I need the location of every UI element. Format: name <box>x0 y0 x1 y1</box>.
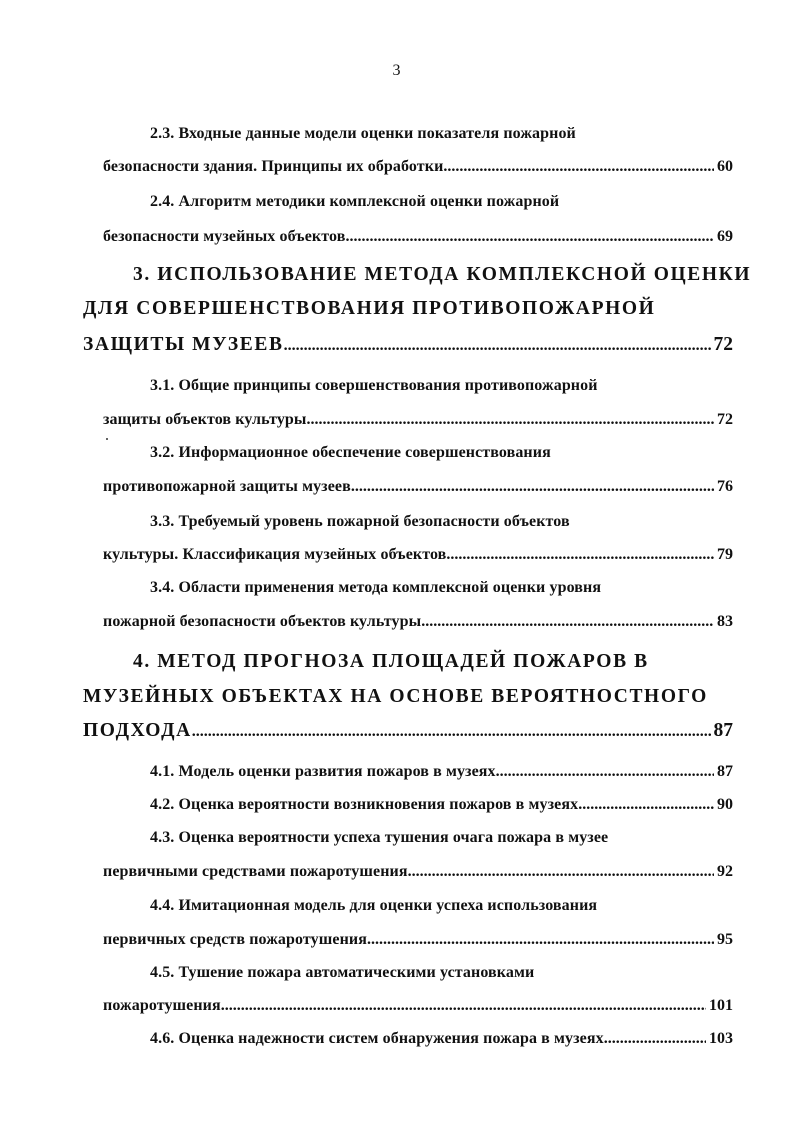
toc-entry-text: ЗАЩИТЫ МУЗЕЕВ <box>83 334 284 355</box>
leader-dots <box>345 228 714 246</box>
toc-page-number: 95 <box>717 931 733 948</box>
toc-entry-3-1-leader <box>103 411 733 429</box>
leader-dots <box>351 478 714 496</box>
toc-page-number: 103 <box>709 1030 733 1047</box>
toc-chapter-4-line-2: МУЗЕЙНЫХ ОБЪЕКТАХ НА ОСНОВЕ ВЕРОЯТНОСТНОГО <box>83 686 708 707</box>
page-number: 3 <box>392 62 401 79</box>
toc-chapter-3-leader <box>83 334 733 356</box>
leader-dots <box>604 1030 706 1048</box>
toc-chapter-3-line-1: 3. ИСПОЛЬЗОВАНИЕ МЕТОДА КОМПЛЕКСНОЙ ОЦЕНКИ <box>133 264 752 285</box>
toc-entry-4-5-leader <box>103 997 733 1015</box>
toc-page-number: 87 <box>713 720 733 741</box>
toc-page-number: 60 <box>717 158 733 175</box>
toc-page-number: 76 <box>717 478 733 495</box>
toc-entry-3-3-title: 3.3. Требуемый уровень пожарной безопасности объектов <box>150 513 570 530</box>
leader-dots <box>578 796 714 814</box>
toc-entry-4-1-leader <box>150 763 733 781</box>
toc-entry-text: противопожарной защиты музеев <box>103 478 351 495</box>
toc-entry-text: пожарной безопасности объектов культуры <box>103 613 422 630</box>
toc-page-number: 72 <box>717 411 733 428</box>
toc-entry-4-4-title: 4.4. Имитационная модель для оценки успеха использования <box>150 897 598 914</box>
toc-entry-3-3-leader <box>103 546 733 564</box>
toc-page-number: 72 <box>713 334 733 355</box>
toc-page-number: 87 <box>717 763 733 780</box>
toc-chapter-4-leader <box>83 720 733 742</box>
leader-dots <box>443 158 714 176</box>
toc-entry-4-6-leader <box>150 1030 733 1048</box>
toc-entry-4-3-leader <box>103 863 733 881</box>
toc-entry-text: 4.1. Модель оценки развития пожаров в музеях <box>150 763 496 780</box>
toc-page-number: 83 <box>717 613 733 630</box>
toc-page-number: 101 <box>709 997 733 1014</box>
toc-entry-2-3-title: 2.3. Входные данные модели оценки показателя пожарной <box>150 125 576 142</box>
toc-page-number: 90 <box>717 796 733 813</box>
toc-entry-text: безопасности музейных объектов <box>103 228 346 245</box>
toc-entry-2-4-leader <box>103 228 733 246</box>
leader-dots <box>284 337 711 355</box>
toc-entry-text: 4.6. Оценка надежности систем обнаружения пожара в музеях <box>150 1030 604 1047</box>
toc-entry-4-2-leader <box>150 796 733 814</box>
toc-entry-text: культуры. Классификация музейных объектов <box>103 546 447 563</box>
leader-dots <box>421 613 714 631</box>
toc-entry-text: 4.2. Оценка вероятности возникновения пожаров в музеях <box>150 796 579 813</box>
toc-entry-4-3-title: 4.3. Оценка вероятности успеха тушения очага пожара в музее <box>150 829 609 846</box>
toc-entry-text: первичных средств пожаротушения <box>103 931 367 948</box>
toc-entry-text: пожаротушения <box>103 997 221 1014</box>
toc-entry-3-4-leader <box>103 613 733 631</box>
toc-page-number: 69 <box>717 228 733 245</box>
toc-entry-text: первичными средствами пожаротушения <box>103 863 408 880</box>
leader-dots <box>221 997 706 1015</box>
toc-entry-3-2-leader <box>103 478 733 496</box>
toc-entry-text: ПОДХОДА <box>83 720 192 741</box>
leader-dots <box>367 931 714 949</box>
leader-dots <box>192 723 711 741</box>
toc-chapter-4-line-1: 4. МЕТОД ПРОГНОЗА ПЛОЩАДЕЙ ПОЖАРОВ В <box>133 651 649 672</box>
scan-speck <box>106 438 108 440</box>
toc-entry-2-3-leader <box>103 158 733 176</box>
toc-entry-text: защиты объектов культуры <box>103 411 307 428</box>
toc-entry-4-5-title: 4.5. Тушение пожара автоматическими установками <box>150 964 535 981</box>
toc-entry-text: безопасности здания. Принципы их обработки <box>103 158 444 175</box>
leader-dots <box>408 863 714 881</box>
toc-entry-3-4-title: 3.4. Области применения метода комплексной оценки уровня <box>150 579 602 596</box>
toc-entry-3-1-title: 3.1. Общие принципы совершенствования противопожарной <box>150 377 598 394</box>
toc-page-number: 79 <box>717 546 733 563</box>
leader-dots <box>446 546 714 564</box>
toc-entry-2-4-title: 2.4. Алгоритм методики комплексной оценки пожарной <box>150 193 560 210</box>
toc-chapter-3-line-2: ДЛЯ СОВЕРШЕНСТВОВАНИЯ ПРОТИВОПОЖАРНОЙ <box>83 298 656 319</box>
toc-page-number: 92 <box>717 863 733 880</box>
leader-dots <box>496 763 714 781</box>
toc-entry-4-4-leader <box>103 931 733 949</box>
leader-dots <box>307 411 714 429</box>
toc-entry-3-2-title: 3.2. Информационное обеспечение совершенствования <box>150 444 551 461</box>
